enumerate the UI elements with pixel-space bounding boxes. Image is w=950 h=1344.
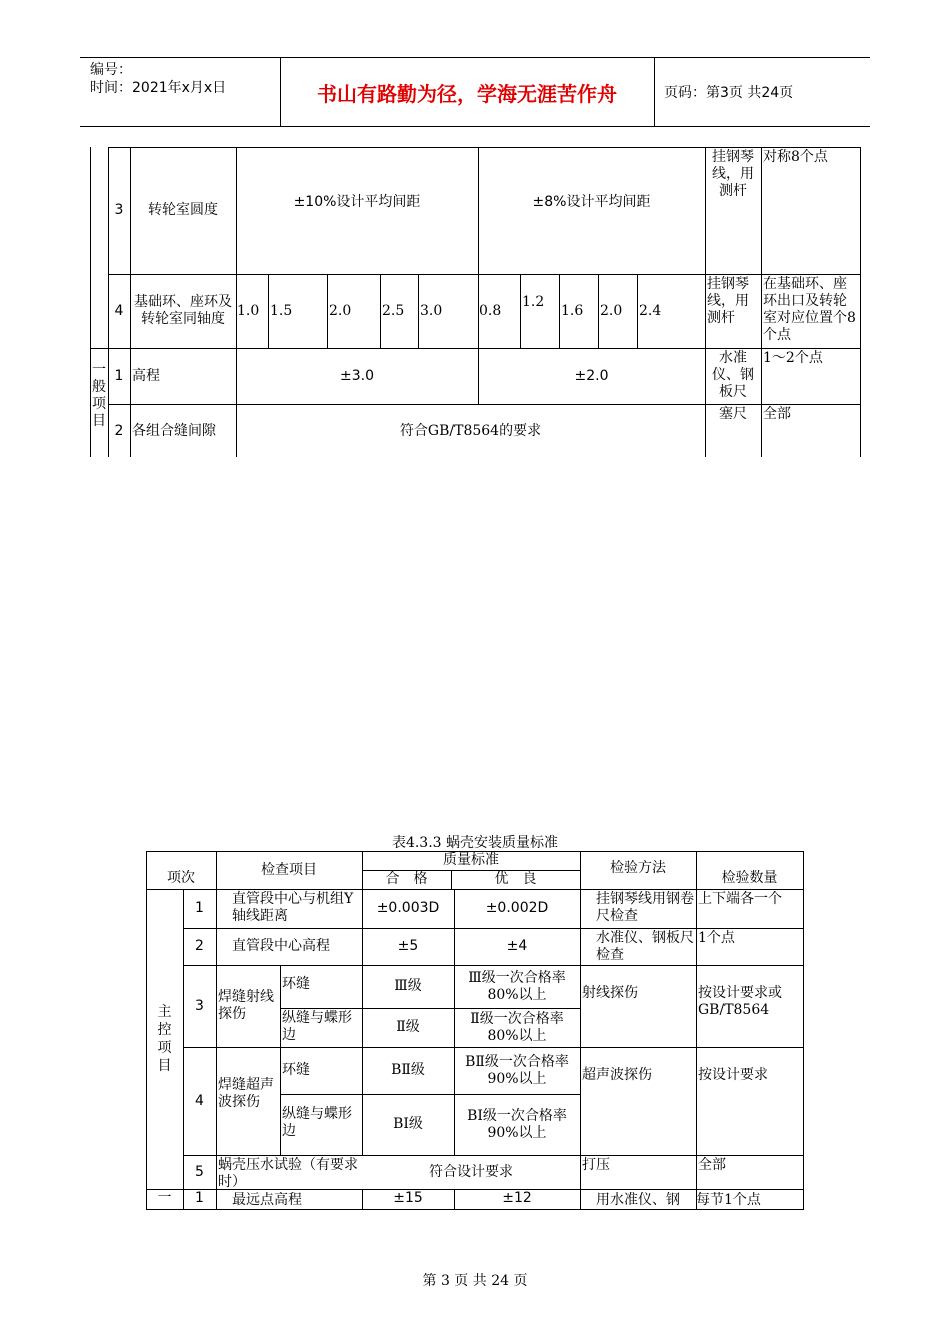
header-quantity: 检验数量 (721, 870, 778, 886)
qualified-value: 1.0 (237, 303, 260, 319)
row-item: 直管段中心高程 (232, 938, 330, 954)
excellent-value: ±4 (506, 938, 528, 954)
excellent-value: BⅠ级一次合格率90%以上 (467, 1107, 567, 1141)
excellent-value: 2.4 (639, 303, 662, 319)
method: 用水准仪、钢 (596, 1192, 680, 1208)
table-border (268, 274, 269, 348)
method: 超声波探伤 (582, 1067, 652, 1083)
qualified-value: 3.0 (420, 303, 443, 319)
excellent-value: BⅡ级一次合格率90%以上 (465, 1053, 569, 1087)
sub-item: 环缝 (282, 1062, 310, 1078)
qualified-value: ±5 (397, 938, 419, 954)
row-number: 1 (195, 900, 204, 916)
qualified-value: Ⅲ级 (394, 978, 422, 994)
row-item: 焊缝超声波探伤 (218, 1077, 274, 1110)
quantity: 对称8个点 (763, 149, 828, 165)
page-footer: 第 3 页 共 24 页 (422, 1273, 528, 1289)
method: 挂钢琴线，用测杆 (712, 149, 754, 199)
excellent-value: ±8%设计平均间距 (532, 193, 651, 210)
table-border (146, 1209, 804, 1210)
qualified-value: 1.5 (270, 303, 293, 319)
sub-item: 纵缝与蝶形边 (282, 1010, 352, 1043)
quantity: 上下端各一个 (698, 891, 782, 907)
qualified-value: ±15 (393, 1190, 423, 1206)
date-label: 时间：2021年x月x日 (90, 80, 227, 96)
qualified-value: 2.5 (382, 303, 405, 319)
table-border (559, 274, 560, 348)
row-number: 4 (195, 1092, 204, 1109)
row-item: 蜗壳压水试验（有要求时） (218, 1157, 358, 1189)
method: 挂钢琴线用钢卷尺检查 (596, 891, 694, 924)
excellent-value: ±2.0 (574, 367, 609, 384)
row-number: 2 (195, 938, 204, 954)
quantity: 全部 (763, 406, 791, 422)
table-caption: 表4.3.3 蜗壳安装质量标准 (391, 835, 559, 851)
qualified-value: BⅠ级 (393, 1116, 423, 1132)
merged-standard: 符合设计要求 (429, 1163, 513, 1180)
row-item: 基础环、座环及转轮室同轴度 (134, 294, 232, 327)
method: 射线探伤 (582, 985, 638, 1001)
method: 水准仪、钢板尺 (712, 350, 754, 400)
row-number: 1 (114, 367, 124, 384)
qualified-value: ±0.003D (376, 900, 440, 916)
quantity: 按设计要求 (698, 1067, 768, 1083)
header-qualified: 合 格 (385, 871, 428, 887)
header-quality: 质量标准 (443, 852, 499, 868)
row-number: 3 (195, 997, 204, 1014)
excellent-value: Ⅲ级一次合格率80%以上 (468, 969, 566, 1003)
row-number: 5 (195, 1163, 204, 1180)
sub-item: 纵缝与蝶形边 (282, 1106, 352, 1139)
quantity: 1～2个点 (763, 350, 823, 366)
header-divider (654, 58, 655, 126)
serial-label: 编号： (90, 62, 132, 78)
qualified-value: ±3.0 (340, 367, 374, 384)
sub-item: 环缝 (282, 976, 310, 992)
quantity: 1个点 (698, 930, 735, 946)
quantity: 每节1个点 (696, 1192, 761, 1208)
merged-standard: 符合GB/T8564的要求 (399, 422, 542, 439)
excellent-value: 0.8 (479, 303, 502, 319)
group-label-general: 一般项目 (92, 362, 106, 429)
excellent-value: 1.2 (522, 294, 545, 310)
header-meta (90, 61, 285, 97)
method: 水准仪、钢板尺检查 (596, 930, 694, 963)
header-index: 项次 (167, 870, 195, 886)
excellent-value: 2.0 (600, 303, 623, 319)
row-number: 4 (114, 302, 124, 319)
row-item: 直管段中心与机组Y轴线距离 (232, 891, 354, 924)
row-item: 各组合缝间隙 (132, 422, 216, 439)
row-number: 2 (114, 422, 124, 439)
row-item: 焊缝射线探伤 (218, 989, 274, 1022)
quantity: 在基础环、座环出口及转轮室对应位置个8个点 (763, 276, 856, 343)
row-number: 3 (114, 202, 124, 218)
method: 挂钢琴线，用测杆 (707, 276, 749, 326)
group-label-main: 主控项目 (157, 1004, 172, 1074)
page-header (80, 57, 870, 127)
method: 塞尺 (719, 406, 747, 422)
quantity: 全部 (698, 1157, 726, 1173)
table-border (860, 147, 861, 457)
qualified-value: 2.0 (329, 303, 352, 319)
header-item: 检查项目 (261, 861, 317, 878)
group-label-general: 一 (157, 1190, 172, 1206)
header-motto: 书山有路勤为径，学海无涯苦作舟 (317, 82, 617, 106)
row-item: 最远点高程 (232, 1192, 302, 1208)
excellent-value: Ⅱ级一次合格率80%以上 (470, 1010, 564, 1044)
qualified-value: BⅡ级 (391, 1062, 425, 1078)
table-border (520, 274, 521, 348)
header-excellent: 优 良 (494, 871, 537, 887)
excellent-value: ±0.002D (485, 900, 549, 916)
row-item: 转轮室圆度 (148, 202, 218, 218)
table-border (418, 274, 419, 348)
qualified-value: Ⅱ级 (396, 1019, 420, 1035)
row-item: 高程 (132, 367, 160, 384)
header-page-info: 页码：第3页 共24页 (664, 85, 794, 101)
quantity: 按设计要求或GB/T8564 (698, 985, 782, 1018)
table-border (380, 274, 381, 348)
table-border (598, 274, 599, 348)
excellent-value: ±12 (502, 1190, 532, 1206)
table-border (637, 274, 638, 348)
qualified-value: ±10%设计平均间距 (293, 193, 421, 210)
row-number: 1 (195, 1190, 204, 1206)
table-border (327, 274, 328, 348)
header-method: 检验方法 (610, 860, 666, 876)
excellent-value: 1.6 (561, 303, 584, 319)
method: 打压 (582, 1157, 610, 1173)
